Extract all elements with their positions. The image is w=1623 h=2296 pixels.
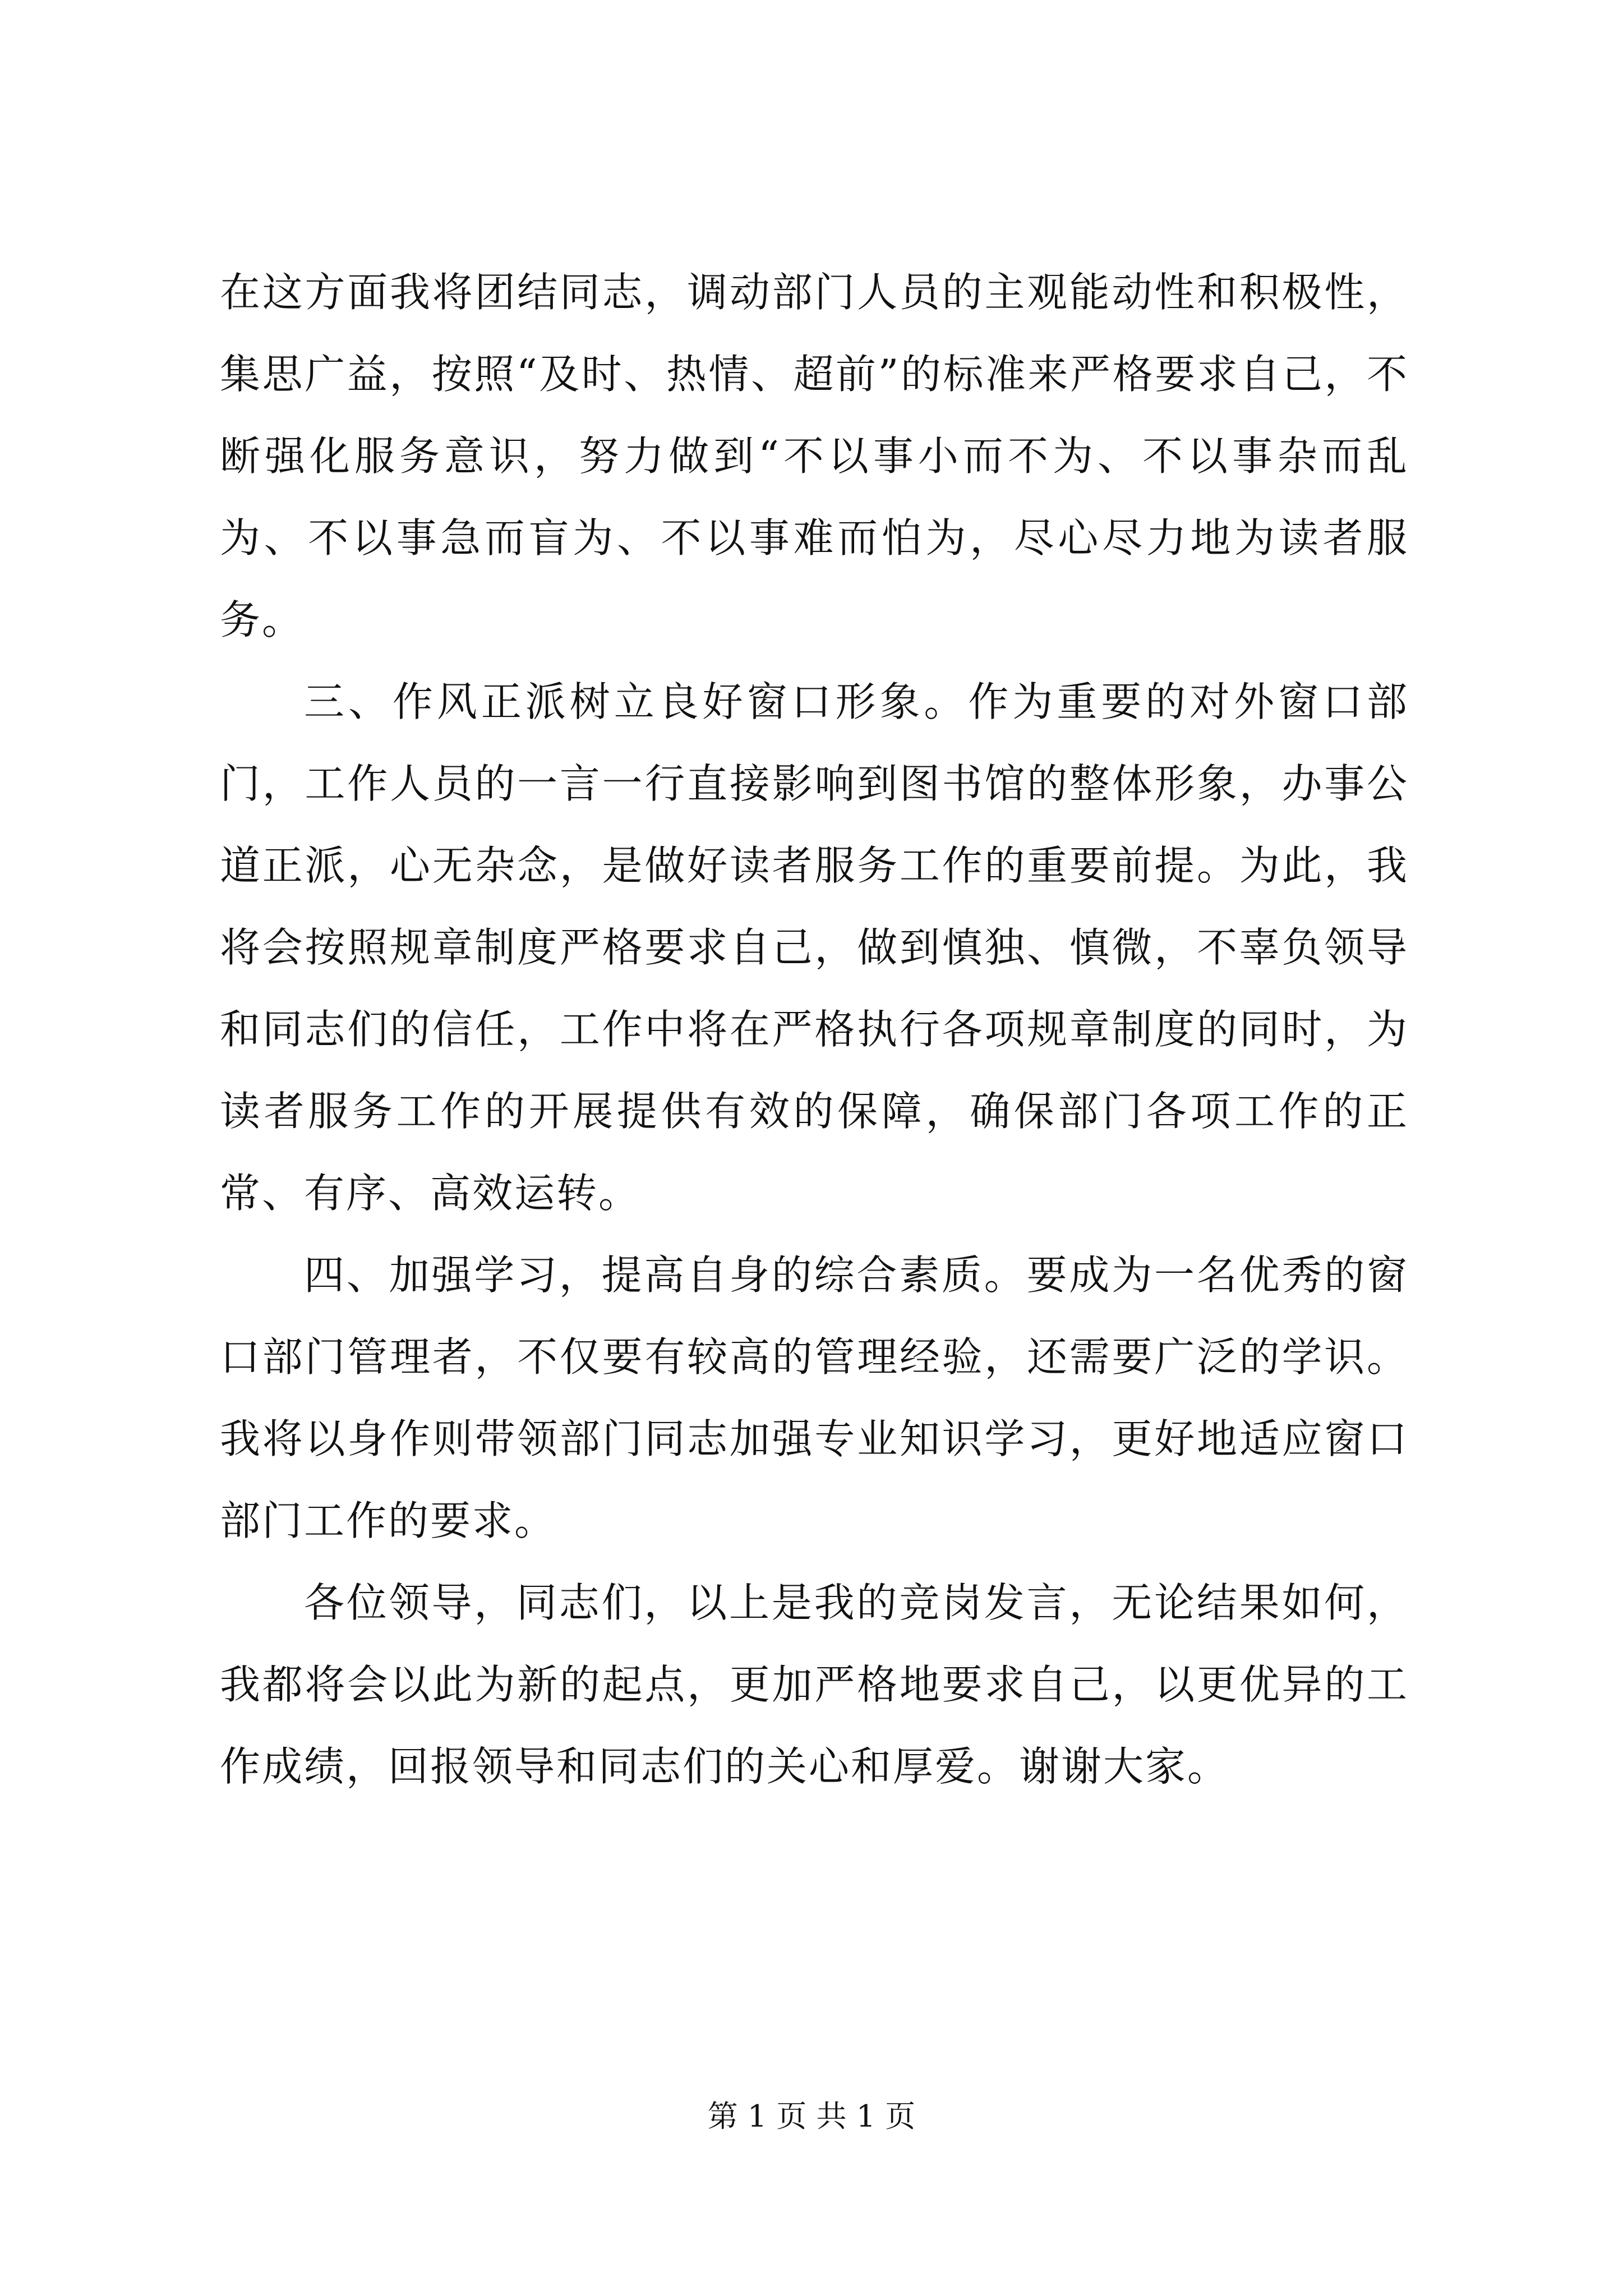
- paragraph-closing: 各位领导，同志们，以上是我的竞岗发言，无论结果如何，我都将会以此为新的起点，更加严格地要求自己，以更优异的工作成绩，回报领导和同志们的关心和厚爱。谢谢大家。: [220, 1579, 1409, 1790]
- paragraph-section-three: 三、作风正派树立良好窗口形象。作为重要的对外窗口部门，工作人员的一言一行直接影响到图书馆的整体形象，办事公道正派，心无杂念，是做好读者服务工作的重要前提。为此，我将会按照规章制度严格要求自己，做到慎独、慎微，不辜负领导和同志们的信任，工作中将在严格执行各项规章制度的同时，为读者服务工作的开展提供有效的保障，确保部门各项工作的正常、有序、高效运转。: [220, 678, 1409, 1217]
- paragraph-section-four: 四、加强学习，提高自身的综合素质。要成为一名优秀的窗口部门管理者，不仅要有较高的管理经验，还需要广泛的学识。我将以身作则带领部门同志加强专业知识学习，更好地适应窗口部门工作的要求。: [220, 1251, 1409, 1544]
- page-footer: 第 1 页 共 1 页: [707, 2099, 916, 2134]
- paragraph-continuation: 在这方面我将团结同志，调动部门人员的主观能动性和积极性，集思广益，按照“及时、热情、超前”的标准来严格要求自己，不断强化服务意识，努力做到“不以事小而不为、不以事杂而乱为、不以事急而盲为、不以事难而怕为，尽心尽力地为读者服务。: [220, 269, 1409, 643]
- document-body: [220, 251, 1409, 1807]
